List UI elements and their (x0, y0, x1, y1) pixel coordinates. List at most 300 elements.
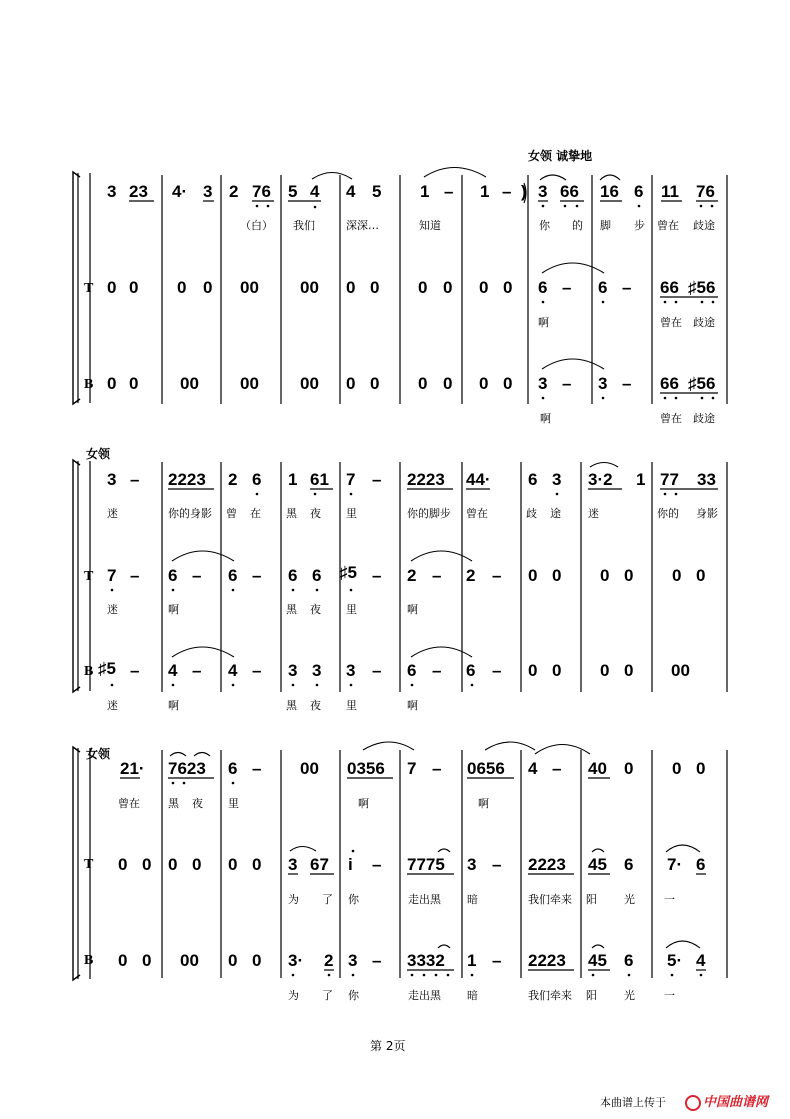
lyric: 你 (539, 219, 550, 232)
note: 0 (107, 278, 117, 297)
note: 6 (466, 661, 476, 680)
octave-dot (700, 974, 703, 977)
note: – (372, 566, 382, 585)
note: – (130, 470, 140, 489)
octave-dot (712, 301, 715, 304)
note: 66 (660, 278, 679, 297)
lyric: 曾在 (660, 316, 682, 329)
note: 4 (528, 759, 538, 778)
upload-credit-text: 本曲谱上传于 (600, 1096, 666, 1109)
note: 6 (312, 566, 322, 585)
note: 0 (118, 855, 128, 874)
octave-dot (602, 301, 605, 304)
note: – (492, 951, 502, 970)
lyric: 阳 (586, 893, 597, 906)
note: 6 (634, 182, 644, 201)
slur (542, 263, 604, 273)
note: i (348, 855, 353, 874)
note: 0 (672, 566, 682, 585)
octave-dot (183, 782, 186, 785)
note: 6 (598, 278, 608, 297)
note: 3 (312, 661, 322, 680)
octave-dot (675, 397, 678, 400)
slur (312, 173, 352, 180)
octave-dot (423, 974, 426, 977)
octave-dot (711, 205, 714, 208)
note: – (192, 661, 202, 680)
octave-dot (350, 684, 353, 687)
note: 4 (696, 951, 706, 970)
note: 44· (466, 470, 491, 489)
octave-dot (671, 974, 674, 977)
note: 3 (346, 661, 356, 680)
note: 7 (346, 470, 356, 489)
octave-dot (592, 974, 595, 977)
octave-dot (292, 974, 295, 977)
note: 0 (252, 951, 262, 970)
voice-label-bass: B (84, 377, 94, 392)
note: – (502, 182, 512, 201)
note: 00 (180, 951, 199, 970)
note: 0 (418, 278, 428, 297)
note: 76 (696, 182, 715, 201)
octave-dot (471, 684, 474, 687)
note: 4· (172, 182, 188, 201)
lyric: 迷 (107, 603, 118, 616)
note: 2 (324, 951, 334, 970)
lyric: 啊 (540, 412, 551, 425)
lyric: 啊 (358, 797, 369, 810)
note: 0 (528, 661, 538, 680)
voice-label-tenor: T (84, 569, 94, 584)
lyric: 啊 (478, 797, 489, 810)
note: 0 (479, 278, 489, 297)
note: 0 (346, 278, 356, 297)
note: 0 (503, 374, 513, 393)
note: 0356 (347, 759, 385, 778)
lyric: 歧 (526, 507, 537, 520)
lyric: 你的脚步 (407, 507, 451, 520)
note: 2 (229, 182, 239, 201)
note: 6 (288, 566, 298, 585)
octave-dot (411, 974, 414, 977)
lyric: 为 (288, 989, 299, 1002)
note: 0 (370, 278, 380, 297)
slur (363, 742, 414, 750)
lyric: 身影 (696, 507, 718, 520)
note: 6 (696, 855, 706, 874)
note: 0 (696, 759, 706, 778)
note: 2223 (168, 470, 206, 489)
note: 6 (168, 566, 178, 585)
note: 3 (348, 951, 358, 970)
lyric: 黑 (286, 507, 297, 520)
slur (438, 945, 450, 948)
note: 0 (624, 759, 634, 778)
note: 1 (636, 470, 646, 489)
note: 0 (228, 855, 238, 874)
note: – (444, 182, 454, 201)
note: – (622, 278, 632, 297)
lyric: 暗 (467, 893, 478, 906)
lyric: 啊 (538, 316, 549, 329)
repeat-paren (524, 183, 526, 203)
note: – (372, 855, 382, 874)
system-bracket (73, 172, 80, 404)
lyric: 深深… (346, 219, 379, 232)
octave-dot (316, 589, 319, 592)
octave-dot (542, 397, 545, 400)
lyric: 你 (348, 893, 359, 906)
note: 4 (228, 661, 238, 680)
slur (170, 753, 186, 757)
lyric: 你的 (657, 507, 679, 520)
slur (542, 359, 604, 369)
note: 67 (310, 855, 329, 874)
octave-dot (292, 589, 295, 592)
note: 0 (528, 566, 538, 585)
octave-dot (664, 301, 667, 304)
note: 66 (560, 182, 579, 201)
note: 6 (528, 470, 538, 489)
lyric: 啊 (407, 603, 418, 616)
note: 0 (203, 278, 213, 297)
note: 0 (252, 855, 262, 874)
lyric: 啊 (407, 699, 418, 712)
slur (485, 742, 535, 750)
note: – (552, 759, 562, 778)
slur (438, 849, 450, 852)
note: 61 (310, 470, 329, 489)
lyric: 走出黑 (408, 893, 441, 906)
octave-dot (292, 684, 295, 687)
note: 3332 (407, 951, 445, 970)
octave-dot (700, 205, 703, 208)
lyric: 你 (348, 989, 359, 1002)
note: 5· (667, 951, 683, 970)
lyric: 曾在 (466, 507, 488, 520)
lyric: 在 (250, 507, 261, 520)
lyric: 里 (346, 603, 357, 616)
note: 7775 (407, 855, 445, 874)
note: 6 (407, 661, 417, 680)
note: 0 (443, 278, 453, 297)
note: 3 (203, 182, 213, 201)
note: 2 (228, 470, 238, 489)
note: 0 (107, 374, 117, 393)
note: 7623 (168, 759, 206, 778)
note: 0 (443, 374, 453, 393)
note: 1 (467, 951, 477, 970)
voice-label-bass: B (84, 664, 94, 679)
note: ♯56 (688, 278, 716, 297)
lyric: 歧途 (693, 412, 715, 425)
note: 0 (672, 759, 682, 778)
note: 3 (552, 470, 562, 489)
lyric: 迷 (107, 699, 118, 712)
note: 6 (538, 278, 548, 297)
note: – (372, 951, 382, 970)
note: – (562, 374, 572, 393)
lyric: 光 (624, 893, 635, 906)
note: 45 (588, 855, 607, 874)
note: – (130, 661, 140, 680)
octave-dot (675, 493, 678, 496)
lyric: 一 (664, 893, 675, 906)
system-bracket (73, 747, 80, 980)
slur (411, 551, 472, 561)
lyric: 夜 (310, 507, 321, 520)
note: 3 (538, 182, 548, 201)
note: 4 (346, 182, 356, 201)
lyric: 一 (664, 989, 675, 1002)
note: 45 (588, 951, 607, 970)
lyric: 曾在 (118, 797, 140, 810)
note: 3 (538, 374, 548, 393)
note: 0 (370, 374, 380, 393)
octave-dot (256, 205, 259, 208)
lyric: 黑 (286, 699, 297, 712)
note: – (192, 566, 202, 585)
octave-dot (628, 974, 631, 977)
note: 4 (168, 661, 178, 680)
note: 1 (288, 470, 298, 489)
slur (290, 847, 316, 852)
note: ♯56 (688, 374, 716, 393)
octave-dot (701, 397, 704, 400)
lyric: 了 (322, 893, 333, 906)
note: 0656 (467, 759, 505, 778)
octave-dot (542, 301, 545, 304)
octave-dot (328, 974, 331, 977)
note: 0 (503, 278, 513, 297)
lyric: 为 (288, 893, 299, 906)
note: 77 (660, 470, 679, 489)
system-bracket (73, 460, 80, 692)
lyric: 了 (322, 989, 333, 1002)
note: 3 (288, 661, 298, 680)
lyric: 黑 (168, 797, 179, 810)
note: 5 (372, 182, 382, 201)
slur (590, 463, 618, 468)
lyric: 暗 (467, 989, 478, 1002)
lyric: 途 (550, 507, 561, 520)
note: – (252, 759, 262, 778)
octave-dot (471, 974, 474, 977)
octave-dot (664, 493, 667, 496)
voice-label-tenor: T (84, 857, 94, 872)
octave-dot (701, 301, 704, 304)
octave-dot (256, 493, 259, 496)
note: – (562, 278, 572, 297)
note: – (252, 566, 262, 585)
note: 0 (600, 566, 610, 585)
lyric: 我们牵来 (528, 893, 572, 906)
lyric: 曾在 (657, 219, 679, 232)
note: 40 (588, 759, 607, 778)
note: 11 (661, 182, 679, 201)
note: 3·2 (588, 470, 613, 489)
slur (411, 647, 472, 657)
note: 0 (129, 278, 139, 297)
octave-dot (172, 782, 175, 785)
voice-label-tenor: T (84, 281, 94, 296)
octave-dot (172, 589, 175, 592)
note: – (492, 661, 502, 680)
note: – (492, 566, 502, 585)
page-number: 第 2页 (370, 1039, 406, 1053)
note: – (492, 855, 502, 874)
slur (592, 945, 604, 948)
note: 0 (192, 855, 202, 874)
note: – (372, 661, 382, 680)
lyric: 曾在 (660, 412, 682, 425)
note: 0 (142, 855, 152, 874)
note: 0 (418, 374, 428, 393)
note: ♯5 (339, 563, 357, 582)
octave-dot (564, 205, 567, 208)
note: 0 (228, 951, 238, 970)
system-1-heading: 女领 诚挚地 (528, 149, 593, 163)
lyric: 迷 (107, 507, 118, 520)
note: 0 (552, 661, 562, 680)
lyric: 里 (346, 507, 357, 520)
note: 4 (310, 182, 320, 201)
note: 2223 (407, 470, 445, 489)
octave-dot (232, 589, 235, 592)
note: 00 (240, 374, 259, 393)
lyric: 黑 (286, 603, 297, 616)
note: 0 (479, 374, 489, 393)
lyric: 光 (624, 989, 635, 1002)
lyric: （白） (240, 219, 273, 232)
lyric: 阳 (586, 989, 597, 1002)
slur (540, 175, 566, 180)
slur (535, 745, 590, 755)
note: – (372, 470, 382, 489)
octave-dot (411, 684, 414, 687)
lyric: 里 (346, 699, 357, 712)
lyric: 歧途 (693, 219, 715, 232)
note: 00 (300, 278, 319, 297)
slur (592, 849, 604, 852)
note: 0 (696, 566, 706, 585)
note: 2223 (528, 951, 566, 970)
note: 1 (420, 182, 430, 201)
note: 7 (107, 566, 117, 585)
octave-dot (111, 684, 114, 687)
note: ) (521, 182, 527, 201)
lyric: 的 (572, 219, 583, 232)
lyric: 我们牵来 (528, 989, 572, 1002)
slur (172, 647, 234, 657)
note: 00 (240, 278, 259, 297)
note: 00 (180, 374, 199, 393)
octave-dot (638, 205, 641, 208)
voice-label-bass: B (84, 953, 94, 968)
octave-dot (314, 493, 317, 496)
octave-dot (314, 206, 317, 209)
note: 2 (407, 566, 417, 585)
octave-dot (232, 684, 235, 687)
note: 66 (660, 374, 679, 393)
note: 6 (624, 855, 634, 874)
octave-dot (447, 974, 450, 977)
note: 3 (107, 182, 117, 201)
note: 0 (142, 951, 152, 970)
lyric: 啊 (168, 603, 179, 616)
lyric: 我们 (293, 219, 315, 232)
note: 1 (480, 182, 490, 201)
lyric: 歧途 (693, 316, 715, 329)
note: 0 (168, 855, 178, 874)
octave-dot (316, 684, 319, 687)
note: 33 (697, 470, 716, 489)
slur (172, 551, 234, 561)
slur (194, 753, 210, 757)
note: 23 (129, 182, 148, 201)
octave-dot (576, 205, 579, 208)
note: – (130, 566, 140, 585)
lyric: 曾 (226, 507, 237, 520)
note: ♯5 (98, 659, 116, 678)
octave-dot (352, 850, 355, 853)
note: 76 (252, 182, 271, 201)
note: 0 (129, 374, 139, 393)
octave-dot (350, 589, 353, 592)
note: 00 (300, 759, 319, 778)
note: 3 (107, 470, 117, 489)
note: 0 (624, 661, 634, 680)
note: 7· (667, 855, 683, 874)
lyric: 夜 (310, 699, 321, 712)
note: – (622, 374, 632, 393)
slur (424, 168, 486, 178)
note: 16 (600, 182, 619, 201)
note: – (432, 566, 442, 585)
note: 6 (228, 566, 238, 585)
note: 2 (466, 566, 476, 585)
lyric: 迷 (588, 507, 599, 520)
note: 0 (118, 951, 128, 970)
octave-dot (267, 205, 270, 208)
octave-dot (435, 974, 438, 977)
lyric: 里 (228, 797, 239, 810)
octave-dot (111, 589, 114, 592)
note: 00 (300, 374, 319, 393)
note: 0 (552, 566, 562, 585)
note: 6 (624, 951, 634, 970)
note: 6 (252, 470, 262, 489)
lyric: 啊 (168, 699, 179, 712)
note: – (432, 759, 442, 778)
note: 0 (624, 566, 634, 585)
site-logo-text[interactable]: 中国曲谱网 (703, 1095, 769, 1110)
note: 3· (288, 951, 304, 970)
octave-dot (664, 397, 667, 400)
note: 6 (228, 759, 238, 778)
octave-dot (712, 397, 715, 400)
lyric: 你的身影 (168, 507, 212, 520)
slur (600, 175, 620, 180)
octave-dot (232, 782, 235, 785)
note: 0 (177, 278, 187, 297)
system-2-heading: 女领 (86, 447, 111, 461)
slur (666, 941, 700, 948)
octave-dot (542, 205, 545, 208)
note: 3 (288, 855, 298, 874)
system-3-heading: 女领 (86, 747, 111, 761)
